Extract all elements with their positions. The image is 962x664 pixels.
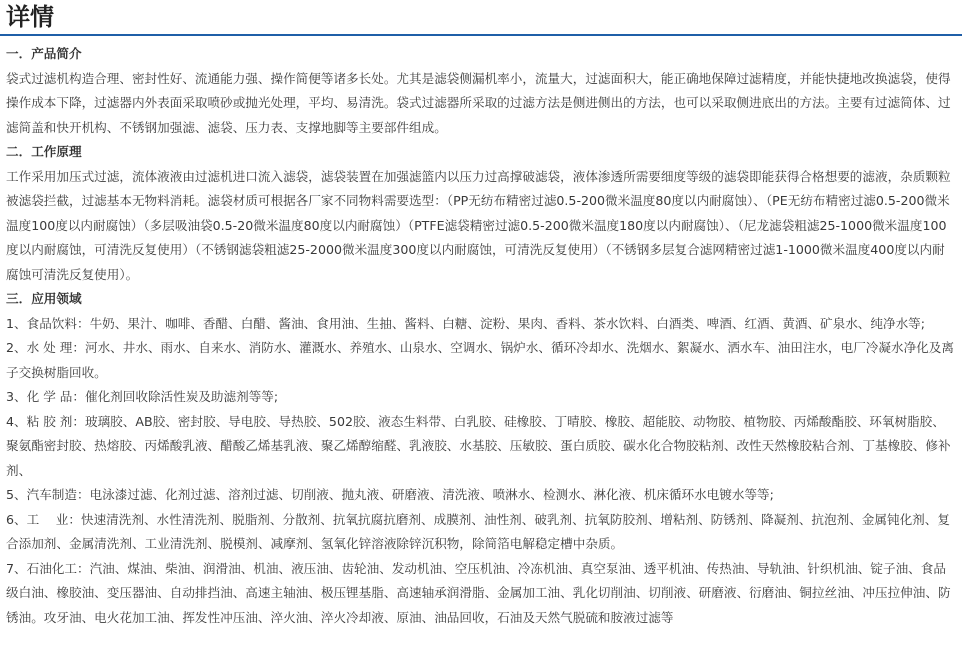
section-heading: 一．产品简介 [6, 46, 82, 61]
section-heading: 二．工作原理 [6, 144, 82, 159]
detail-content [6, 42, 956, 630]
application-item-automotive: 5、汽车制造：电泳漆过滤、化剂过滤、溶剂过滤、切削液、抛丸液、研磨液、清洗液、喷淋水、检测水、淋化液、机床循环水电镀水等等; [6, 487, 774, 502]
application-item-food: 1、食品饮料：牛奶、果汁、咖啡、香醋、白醋、酱油、食用油、生抽、酱料、白糖、淀粉、果肉、香料、茶水饮料、白酒类、啤酒、红酒、黄酒、矿泉水、纯净水等; [6, 315, 926, 331]
application-item-petrochemical: 7、石油化工：汽油、煤油、柴油、润滑油、机油、液压油、齿轮油、发动机油、空压机油、冷冻机油、真空泵油、透平机油、传热油、导轨油、针织机油、锭子油、食品级白油、橡胶油、变压器油、自动排挡油、高速主轴油、极压锂基脂、高速轴承润滑脂、金属加工油、乳化切削油、切削液、研磨液、衍磨油、铜拉丝油、冲压拉伸油、防锈油。攻牙油、电火花加工油、挥发性冲压油、淬火油、淬火冷却液、原油、油品回收，石油及天然气脱硫和胺液过滤等 [6, 560, 951, 625]
section-paragraph: 工作采用加压式过滤，流体液液由过滤机进口流入滤袋，滤袋装置在加强滤篮内以压力过高撑破滤袋，液体渗透所需要细度等级的滤袋即能获得合格想要的滤液，杂质颗粒被滤袋拦截，过滤基本无物料消耗。滤袋材质可根据各厂家不同物料需要选型：（PP无纺布精密过滤0.5-200微米温度80度以内耐腐蚀）、（PE无纺布精密过滤0.5-200微米温度100度以内耐腐蚀）（多层吸油袋0.5-20微米温度80度以内耐腐蚀）（PTFE滤袋精密过滤0.5-200微米温度180度以内耐腐蚀）、（尼龙滤袋粗滤25-1000微米温度100度以内耐腐蚀，可清洗反复使用）（不锈钢滤袋粗滤25-2000微米温度300度以内耐腐蚀，可清洗反复使用）（不锈钢多层复合滤网精密过滤1-1000微米温度400度以内耐腐蚀可清洗反复使用）。 [6, 168, 951, 282]
application-item-water: 2、水 处 理：河水、井水、雨水、自来水、消防水、灌溉水、养殖水、山泉水、空调水、锅炉水、循环冷却水、洗烟水、絮凝水、洒水车、油田注水，电厂冷凝水净化及离子交换树脂回收。 [6, 340, 954, 380]
application-item-adhesive: 4、粘 胶 剂：玻璃胶、AB胶、密封胶、导电胶、导热胶、502胶、液态生料带、白乳胶、硅橡胶、丁晴胶、橡胶、超能胶、动物胶、植物胶、丙烯酸酯胶、环氧树脂胶、聚氨酯密封胶、热熔胶、丙烯酸乳液、醋酸乙烯基乳液、聚乙烯醇缩醛、乳液胶、水基胶、压敏胶、蛋白质胶、碳水化合物胶粘剂、改性天然橡胶粘合剂、丁基橡胶、修补剂、 [6, 413, 951, 478]
page-title: 详情 [6, 3, 54, 31]
title-underline [0, 34, 962, 36]
page-header [0, 0, 962, 40]
application-item-chemical: 3、化 学 品：催化剂回收除活性炭及助滤剂等等; [6, 389, 279, 404]
application-item-industry: 6、工 业：快速清洗剂、水性清洗剂、脱脂剂、分散剂、抗氧抗腐抗磨剂、成膜剂、油性剂、破乳剂、抗氧防胶剂、增粘剂、防锈剂、降凝剂、抗泡剂、金属钝化剂、复合添加剂、金属清洗剂、工业清洗剂、脱模剂、减摩剂、氢氧化锌溶液除锌沉积物，除简箔电解稳定槽中杂质。 [6, 511, 950, 551]
section-working-principle [6, 140, 956, 287]
section-heading: 三．应用领域 [6, 291, 82, 306]
section-applications [6, 287, 956, 630]
section-product-intro [6, 42, 956, 140]
section-paragraph: 袋式过滤机构造合理、密封性好、流通能力强、操作简便等诸多长处。尤其是滤袋侧漏机率小，流量大，过滤面积大，能正确地保障过滤精度，并能快捷地改换滤袋，使得操作成本下降，过滤器内外表面采取喷砂或抛光处理，平均、易清洗。袋式过滤器所采取的过滤方法是侧进侧出的方法，也可以采取侧进底出的方法。主要有过滤简体、过滤简盖和快开机构、不锈钢加强滤、滤袋、压力表、支撑地脚等主要部件组成。 [6, 70, 951, 135]
